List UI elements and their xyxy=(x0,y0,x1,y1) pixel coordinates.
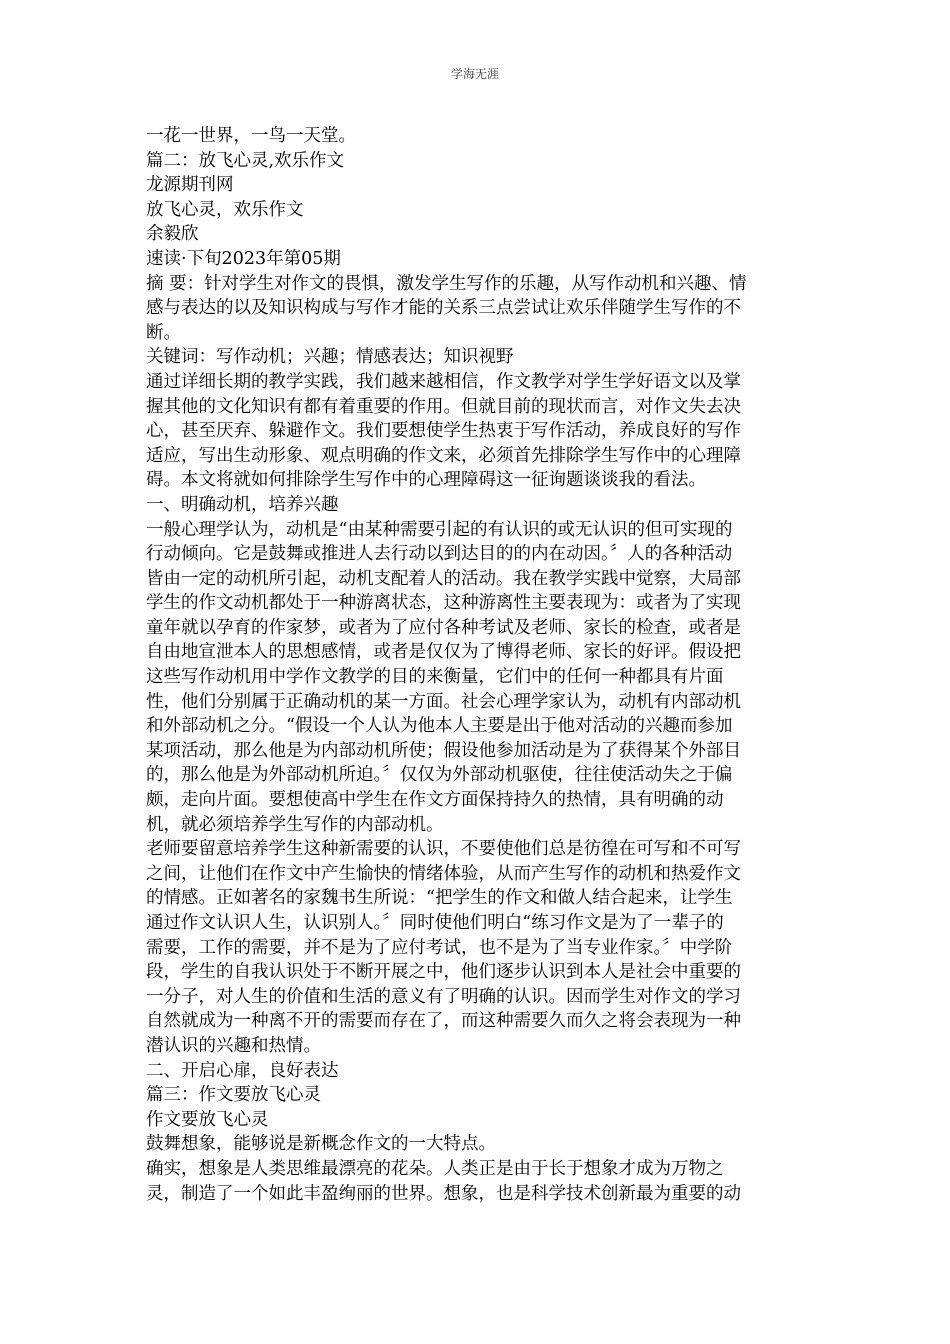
source-name: 龙源期刊网 xyxy=(146,175,234,196)
text-line: 一分子，对人生的价值和生活的意义有了明确的认识。因而学生对作文的学习 xyxy=(146,986,741,1007)
text-line: 通过详细长期的教学实践，我们越来越相信，作文教学对学生学好语文以及掌 xyxy=(146,371,741,392)
text-line: 潜认识的兴趣和热情。 xyxy=(146,1035,321,1056)
section-heading: 一、明确动机，培养兴趣 xyxy=(146,494,339,515)
abstract-line: 断。 xyxy=(146,322,181,343)
text-line: 童年就以孕育的作家梦，或者为了应付各种考试及老师、家长的检查，或者是 xyxy=(146,617,741,638)
text-line: 这些写作动机用中学作文教学的目的来衡量，它们中的任何一种都具有片面 xyxy=(146,667,724,688)
text-line: 适应，写出生动形象、观点明确的作文来，必须首先排除学生写作中的心理障 xyxy=(146,445,741,466)
text-line: 皆由一定的动机所引起，动机支配着人的活动。我在教学实践中觉察，大局部 xyxy=(146,568,741,589)
text-line: 确实，想象是人类思维最漂亮的花朵。人类正是由于长于想象才成为万物之 xyxy=(146,1158,724,1179)
text-line: 心，甚至厌弃、躲避作文。我们要想使学生热衷于写作活动，养成良好的写作 xyxy=(146,421,741,442)
text-line: 需要，工作的需要，并不是为了应付考试，也不是为了当专业作家。〞中学阶 xyxy=(146,937,733,958)
text-line: 颇，走向片面。要想使高中学生在作文方面保持持久的热情，具有明确的动 xyxy=(146,790,724,811)
text-line: 行动倾向。它是鼓舞或推进人去行动以到达目的的内在动因。〞人的各种活动 xyxy=(146,544,733,565)
article-title: 放飞心灵，欢乐作文 xyxy=(146,199,304,220)
page-header: 学海无涯 xyxy=(450,67,499,81)
author-name: 余毅欣 xyxy=(146,224,199,245)
abstract-line: 感与表达的以及知识构成与写作才能的关系三点尝试让欢乐伴随学生写作的不 xyxy=(146,298,741,319)
abstract-line: 摘 要：针对学生对作文的畏惧，激发学生写作的乐趣，从写作动机和兴趣、情 xyxy=(146,273,747,294)
text-line: 学生的作文动机都处于一种游离状态，这种游离性主要表现为：或者为了实现 xyxy=(146,593,741,614)
section-heading: 二、开启心扉，良好表达 xyxy=(146,1060,339,1081)
text-line: 碍。本文将就如何排除学生写作中的心理障碍这一征询题谈谈我的看法。 xyxy=(146,470,706,491)
text-line: 机，就必须培养学生写作的内部动机。 xyxy=(146,814,444,835)
text-line: 老师要留意培养学生这种新需要的认识，不要使他们总是彷徨在可写和不可写 xyxy=(146,839,741,860)
text-line: 段，学生的自我认识处于不断开展之中，他们逐步认识到本人是社会中重要的 xyxy=(146,962,741,983)
text-line: 的情感。正如著名的家魏书生所说：“把学生的作文和做人结合起来，让学生 xyxy=(146,888,733,909)
text-line: 性，他们分别属于正确动机的某一方面。社会心理学家认为，动机有内部动机 xyxy=(146,691,741,712)
text-line: 灵，制造了一个如此丰盈绚丽的世界。想象，也是科学技术创新最为重要的动 xyxy=(146,1183,741,1204)
text-line: 一般心理学认为，动机是“由某种需要引起的有认识的或无认识的但可实现的 xyxy=(146,519,733,540)
document-body xyxy=(146,124,808,1206)
publication-info: 速读·下旬2023年第05期 xyxy=(146,248,341,269)
section-heading: 篇二：放飞心灵,欢乐作文 xyxy=(146,150,345,171)
text-line: 鼓舞想象，能够说是新概念作文的一大特点。 xyxy=(146,1134,496,1155)
text-line: 某项活动，那么他是为内部动机所使；假设他参加活动是为了获得某个外部目 xyxy=(146,740,741,761)
text-line: 和外部动机之分。“假设一个人认为他本人主要是出于他对活动的兴趣而参加 xyxy=(146,716,733,737)
text-line: 通过作文认识人生，认识别人。〞同时使他们明白“练习作文是为了一辈子的 xyxy=(146,913,724,933)
text-line: 自然就成为一种离不开的需要而存在了，而这种需要久而久之将会表现为一种 xyxy=(146,1011,741,1032)
text-line: 自由地宣泄本人的思想感情，或者是仅仅为了博得老师、家长的好评。假设把 xyxy=(146,642,741,663)
article-title: 作文要放飞心灵 xyxy=(146,1109,269,1130)
section-heading: 篇三：作文要放飞心灵 xyxy=(146,1085,321,1106)
text-line: 握其他的文化知识有都有着重要的作用。但就目前的现状而言，对作文失去决 xyxy=(146,396,741,417)
text-line: 一花一世界，一鸟一天堂。 xyxy=(146,126,356,146)
text-line: 的，那么他是为外部动机所迫。〞仅仅为外部动机驱使，往往使活动失之于偏 xyxy=(146,765,733,786)
text-line: 之间，让他们在作文中产生愉快的情绪体验，从而产生写作的动机和热爱作文 xyxy=(146,863,741,884)
keywords-line: 关键词：写作动机；兴趣；情感表达；知识视野 xyxy=(146,347,514,368)
